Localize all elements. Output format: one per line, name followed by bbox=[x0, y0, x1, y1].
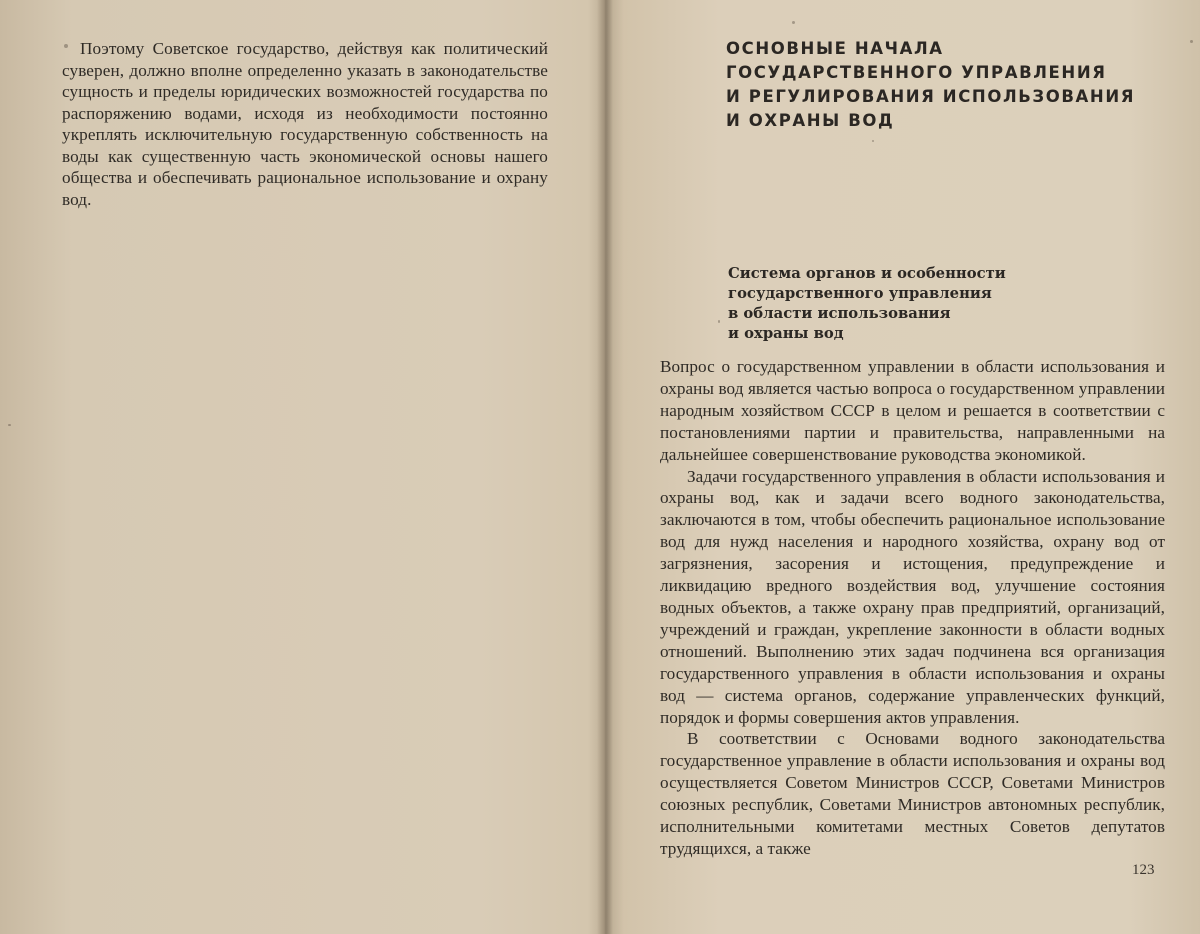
paper-speck bbox=[1190, 40, 1193, 43]
chapter-title bbox=[726, 37, 1146, 133]
section-title-line-4: и охраны вод bbox=[728, 325, 844, 342]
section-title-line-3: в области использования bbox=[728, 305, 951, 322]
chapter-title-line-1: ОСНОВНЫЕ НАЧАЛА bbox=[726, 39, 944, 58]
chapter-title-line-2: ГОСУДАРСТВЕННОГО УПРАВЛЕНИЯ bbox=[726, 63, 1107, 82]
right-page bbox=[610, 0, 1200, 934]
body-paragraph-2: Задачи государственного управления в области использования и охраны вод, как и задачи всего водного законодательства, заключаются в том, чтобы обеспечить рациональное использование вод для нужд населения и народного хозяйства, охрану вод от загрязнения, засорения и истощения, предупреждение и ликвидацию вредного воздействия вод, улучшение состояния водных объектов, а также охрану прав предприятий, организаций, учреждений и граждан, укрепление законности в области водных отношений. Выполнению этих задач подчинена вся организация государственного управления в области использования и охраны вод — система органов, содержание управленческих функций, порядок и формы совершения актов управления. bbox=[660, 466, 1165, 727]
section-title-line-1: Система органов и особенности bbox=[728, 265, 1006, 282]
paper-speck bbox=[64, 44, 68, 48]
right-page-body bbox=[660, 356, 1165, 860]
body-paragraph-1: Вопрос о государственном управлении в области использования и охраны вод является частью вопроса о государственном управлении народным хозяйством СССР в целом и решается в соответствии с постановлениями партии и правительства, направленными на дальнейшее совершенствование руководства экономикой. bbox=[660, 357, 1165, 464]
chapter-title-line-3: И РЕГУЛИРОВАНИЯ ИСПОЛЬЗОВАНИЯ bbox=[726, 87, 1136, 106]
paper-speck bbox=[8, 424, 11, 426]
paper-speck bbox=[718, 320, 720, 323]
left-page-paragraph: Поэтому Советское государство, действуя как политический суверен, должно вполне определенно указать в законодательстве сущность и пределы юридических возможностей государства по распоряжению водами, исходя из необходимости постоянно укреплять исключительную государственную собственность на воды как существенную часть экономической основы нашего общества и обеспечивать рациональное использование и охрану вод. bbox=[62, 39, 548, 209]
chapter-title-line-4: И ОХРАНЫ ВОД bbox=[726, 111, 895, 130]
paper-speck bbox=[792, 21, 795, 24]
section-title bbox=[728, 264, 1048, 344]
paper-speck bbox=[872, 140, 874, 142]
section-title-line-2: государственного управления bbox=[728, 285, 992, 302]
body-paragraph-3: В соответствии с Основами водного законодательства государственное управление в области использования и охраны вод осуществляется Советом Министров СССР, Советами Министров союзных республик, Советами Министров автономных республик, исполнительными комитетами местных Советов депутатов трудящихся, а также bbox=[660, 729, 1165, 858]
page-number: 123 bbox=[1132, 862, 1155, 878]
